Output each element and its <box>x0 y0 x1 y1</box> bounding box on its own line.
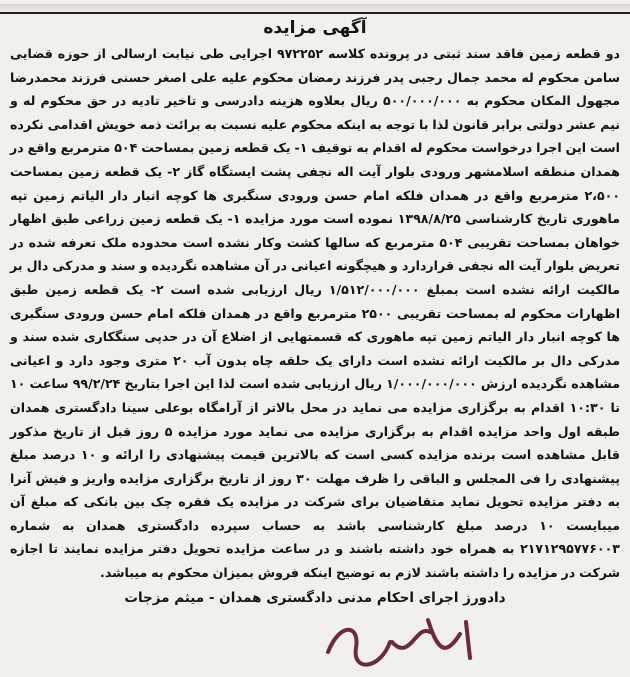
notice-body: دو قطعه زمین فاقد سند ثبتی در پرونده کلاسه ۹۷۲۲۵۲ اجرایی طی نیابت ارسالی از حوزه قضایی سامن محکوم له محمد جمال رجبی پدر فرزند رمضان محکوم علیه علی اصغر حسنی فرزند محمدرضا مجهول المکان محکوم به ۵۰۰/۰۰۰/۰۰۰ ریال بعلاوه هزینه دادرسی و تاخیر تادیه در حق محکوم له و نیم عشر دولتی برابر قانون لذا با توجه به اینکه محکوم علیه نسبت به برائت ذمه خویش اقدامی نکرده است این اجرا درخواست محکوم له اقدام به توقیف ۱- یک قطعه زمین بمساحت ۵۰۴ مترمربع واقع در همدان منطقه اسلامشهر ورودی بلوار آیت اله نجفی پشت ایستگاه گاز ۲- یک قطعه زمین بمساحت ۲،۵۰۰ مترمربع واقع در همدان فلکه امام حسن ورودی سنگبری ها کوچه انبار دار الیاتم زمین تپه ماهوری تاریخ کارشناسی ۱۳۹۸/۸/۲۵ نموده است مورد مزایده ۱- یک قطعه زمین زراعی طبق اظهار خواهان بمساحت تقریبی ۵۰۴ مترمربع که سالها کشت وکار نشده است محدوده ملک تعرفه شده در تعریض بلوار آیت اله نجفی قراردارد و هیچگونه اعیانی در آن مشاهده نگردیده و سند و مدرکی دال بر مالکیت ارائه نشده است بمبلغ ۱/۵۱۲/۰۰۰/۰۰۰ ریال ارزیابی شده است ۲- یک قطعه زمین طبق اظهارات محکوم له بمساحت تقریبی ۲۵۰۰ مترمربع واقع در همدان فلکه امام حسن ورودی سنگبری ها کوچه انبار دار الیاتم زمین تپه ماهوری که قسمتهایی از اضلاع آن در حدپی سنگکاری شده سند و مدرکی دال بر مالکیت ارائه نشده است دارای یک حلقه چاه بدون آب ۲۰ متری وجود دارد و اعیانی مشاهده نگردیده ارزش ۱/۰۰۰/۰۰۰/۰۰۰ ریال ارزیابی شده است لذا این اجرا بتاریخ ۹۹/۲/۲۴ ساعت ۱۰ تا ۱۰:۳۰ اقدام به برگزاری مزایده می نماید در محل بالاتر از آرامگاه بوعلی سینا دادگستری همدان طبقه اول واحد مزایده اقدام به برگزاری مزایده می نماید مورد مزایده ۵ روز قبل از تاریخ مذکور قابل مشاهده است برنده مزایده کسی است که بالاترین قیمت پیشنهادی را ارائه و ۱۰ درصد مبلغ پیشنهادی را فی المجلس و الباقی را ظرف مهلت ۳۰ روز از تاریخ برگزاری مزایده واریز و فیش آنرا به دفتر مزایده تحویل نماید متقاضیان برای شرکت در مزایده یک فقره چک بین بانکی که مبلغ آن میبایست ۱۰ درصد مبلغ کارشناسی باشد به حساب سپرده دادگستری همدان به شماره ۲۱۷۱۲۹۵۷۷۶۰۰۳ به همراه خود داشته باشند و در ساعت مزایده تحویل دفتر مزایده نمایند تا اجازه شرکت در مزایده را داشته باشند لازم به توضیح اینکه فروش بمیزان محکوم به میباشد. <box>10 46 621 581</box>
previous-article-edge <box>0 4 630 14</box>
notice-title: آگهی مزایده <box>263 18 367 38</box>
handwritten-mark <box>320 612 490 674</box>
notice-signature: دادورز اجرای احکام مدنی دادگستری همدان - میثم مزجات <box>124 589 506 606</box>
